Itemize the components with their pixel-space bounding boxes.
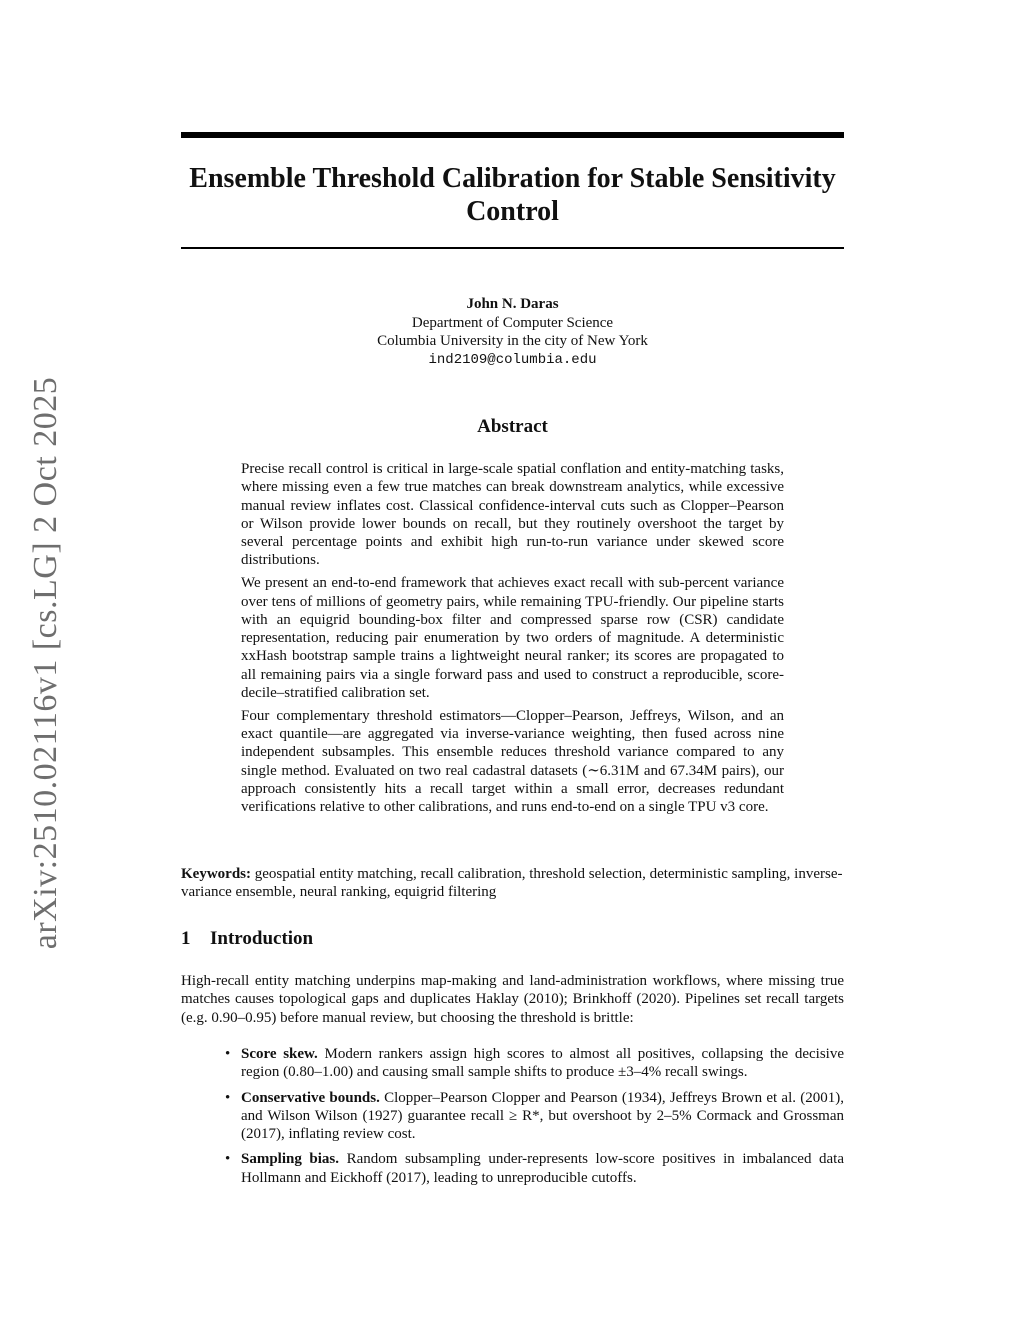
list-item-label: Sampling bias. — [241, 1151, 340, 1168]
title-bottom-rule — [181, 247, 844, 249]
list-item-text: Modern rankers assign high scores to almost all positives, collapsing the decisive region (0.80–1.00) and causing small sample shifts to produce ±3–4% recall swings. — [241, 1046, 845, 1081]
arxiv-identifier: arXiv:2510.02116v1 [cs.LG] 2 Oct 2025 — [27, 376, 65, 949]
list-item-label: Score skew. — [241, 1046, 318, 1062]
abstract-paragraph: Four complementary threshold estimators—Clopper–Pearson, Jeffreys, Wilson, and an exact quantile—are aggregated via inverse-variance weighting, then fused across nine independent subsamples. This ensemble reduces threshold variance compared to any single method. Evaluated on two real cadastral datasets (∼6.31M and 67.34M pairs), our approach consistently hits a recall target within a small error, decreases redundant verifications relative to other calibrations, and runs end-to-end on a single TPU v3 core. — [241, 707, 784, 816]
challenge-list — [181, 1045, 844, 1194]
keywords — [181, 865, 844, 902]
author-email: ind2109@columbia.edu — [428, 351, 597, 368]
list-item-text: Clopper–Pearson Clopper and Pearson (1934), Jeffreys Brown et al. (2001), and Wilson Wilson (1927) guarantee recall ≥ R*, but overshoot by 2–5% Cormack and Grossman (2017), inflating review cost. — [241, 1089, 844, 1143]
abstract-heading: Abstract — [477, 416, 548, 437]
arxiv-sidebar — [20, 376, 72, 949]
list-item — [181, 1089, 844, 1144]
author-institution: Columbia University in the city of New York — [377, 333, 648, 349]
abstract-paragraph: Precise recall control is critical in large-scale spatial conflation and entity-matching tasks, where missing even a few true matches can break downstream analytics, while excessive manual review inflates cost. Classical confidence-interval cuts such as Clopper–Pearson or Wilson provide lower bounds on recall, but they routinely overshoot the target by several percentage points and exhibit high run-to-run variance under skewed score distributions. — [241, 461, 784, 569]
keywords-label: Keywords: — [181, 866, 251, 882]
intro-paragraph: High-recall entity matching underpins map-making and land-administration workflows, where missing true matches causes topological gaps and duplicates Haklay (2010); Brinkhoff (2020). Pipelines set recall targets (e.g. 0.90–0.95) before manual review, but choosing the threshold is brittle: — [181, 973, 844, 1026]
author-department: Department of Computer Science — [411, 314, 614, 331]
paper-title: Ensemble Threshold Calibration for Stable Sensitivity Control — [189, 163, 836, 227]
section-heading — [181, 928, 313, 950]
keywords-text: geospatial entity matching, recall calibration, threshold selection, deterministic sampling, inverse-variance ensemble, neural ranking, equigrid filtering — [181, 866, 843, 901]
abstract-body — [241, 460, 784, 821]
title-top-rule — [181, 132, 844, 138]
section-number: 1 — [181, 928, 191, 949]
bullet-icon: • — [225, 1089, 231, 1106]
list-item-label: Conservative bounds. — [241, 1089, 380, 1106]
author-name: John N. Daras — [466, 296, 559, 312]
list-item — [181, 1045, 844, 1082]
section-title: Introduction — [210, 928, 314, 949]
list-item-text: Random subsampling under-represents low-score positives in imbalanced data Hollmann and Eickhoff (2017), leading to unreproducible cutoffs. — [241, 1151, 844, 1186]
bullet-icon: • — [225, 1046, 231, 1062]
abstract-paragraph: We present an end-to-end framework that achieves exact recall with sub-percent variance over tens of millions of geometry pairs, while remaining TPU-friendly. Our pipeline starts with an equigrid bounding-box filter and compressed sparse row (CSR) candidate representation, reducing pair enumeration by two orders of magnitude. A deterministic xxHash bootstrap sample trains a lightweight neural ranker; its scores are propagated to all remaining pairs via a single forward pass and used to construct a reproducible, score-decile–stratified calibration set. — [241, 575, 784, 702]
bullet-icon: • — [225, 1151, 231, 1168]
author-block — [181, 295, 844, 369]
list-item — [181, 1150, 844, 1187]
